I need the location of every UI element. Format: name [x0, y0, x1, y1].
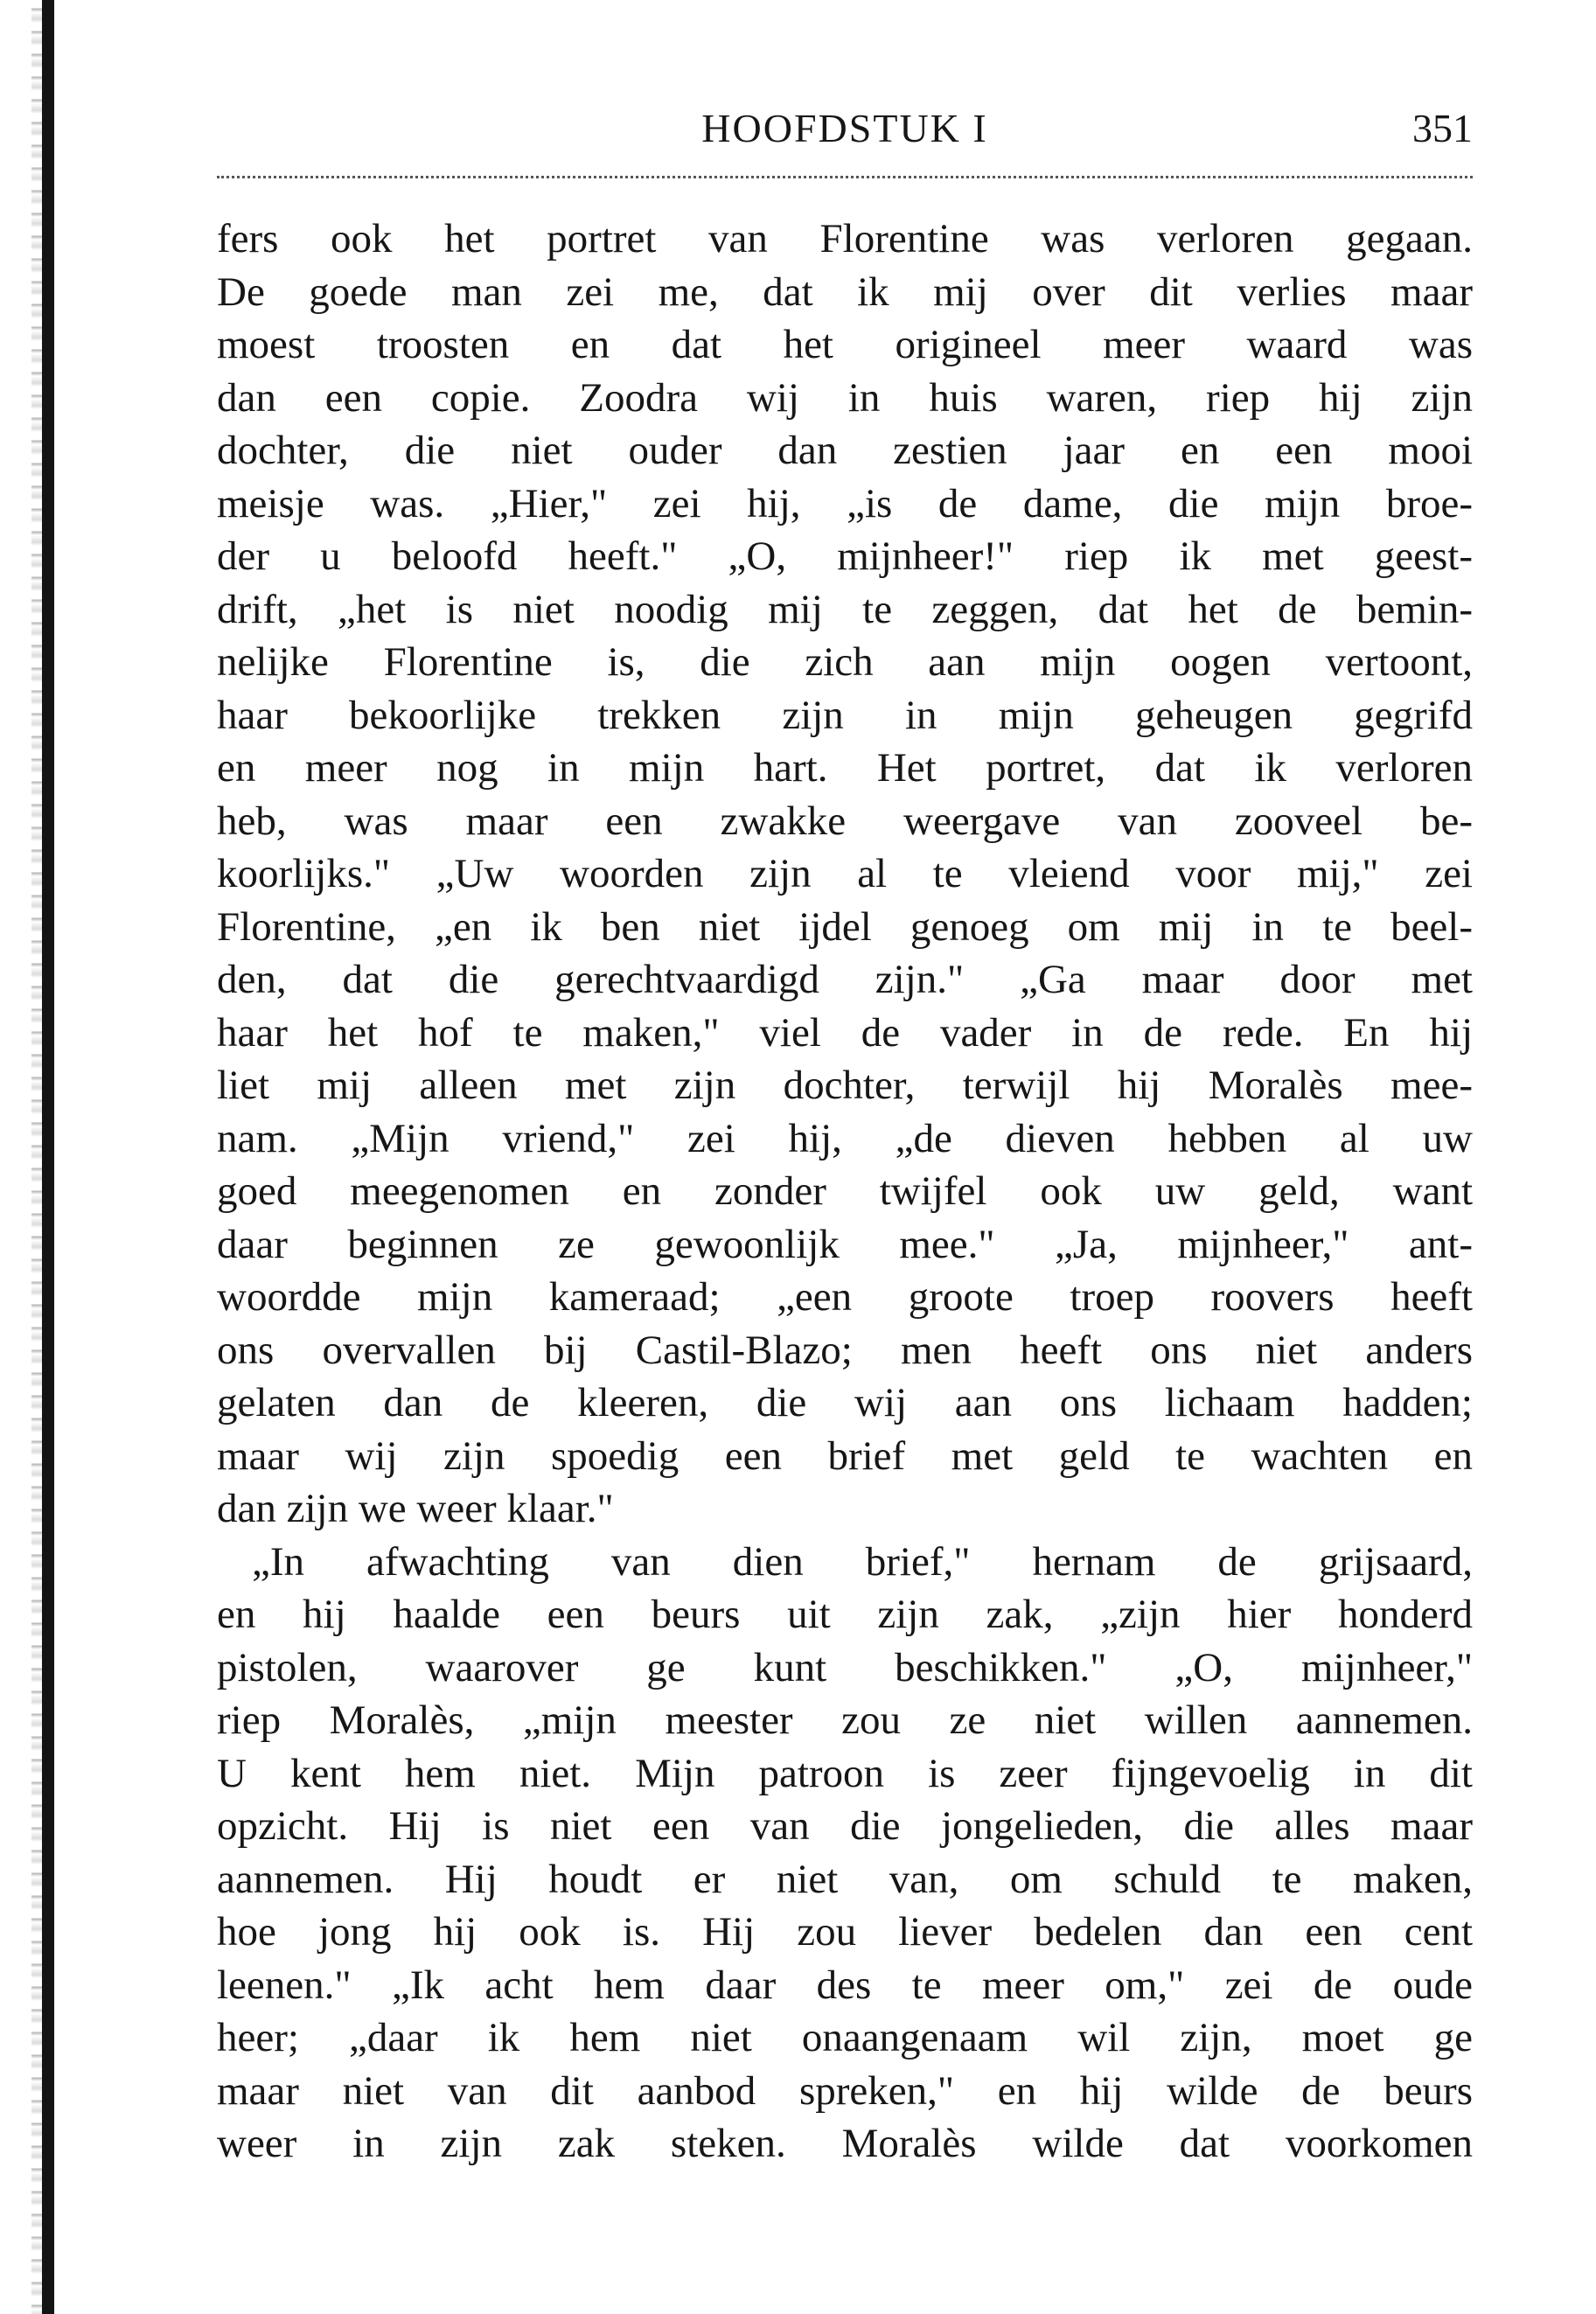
text-line: nam. „Mijn vriend," zei hij, „de dieven hebben al uw: [217, 1115, 1473, 1161]
text-line: en hij haalde een beurs uit zijn zak, „zijn hier honderd: [217, 1592, 1473, 1637]
text-line: koorlijks." „Uw woorden zijn al te vleiend voor mij," zei: [217, 851, 1473, 896]
text-line: pistolen, waarover ge kunt beschikken." „O, mijnheer,": [217, 1644, 1473, 1690]
text-line: maar niet van dit aanbod spreken," en hij wilde de beurs: [217, 2067, 1473, 2114]
body-text: [217, 213, 1473, 2171]
text-line: dochter, die niet ouder dan zestien jaar en een mooi: [217, 428, 1473, 473]
paragraph-end-line: dan zijn we weer klaar.": [217, 1486, 614, 1531]
text-line: gelaten dan de kleeren, die wij aan ons lichaam hadden;: [217, 1380, 1473, 1425]
running-header: [217, 98, 1473, 159]
text-line: dan een copie. Zoodra wij in huis waren, riep hij zijn: [217, 374, 1473, 421]
text-line: daar beginnen ze gewoonlijk mee." „Ja, mijnheer," ant-: [217, 1221, 1473, 1267]
text-line: der u beloofd heeft." „O, mijnheer!" riep ik met geest-: [217, 533, 1473, 579]
page-number: 351: [1412, 106, 1473, 150]
scan-binding-shadow: [42, 0, 54, 2314]
text-line: weer in zijn zak steken. Moralès wilde dat voorkomen: [217, 2121, 1473, 2166]
text-line: riep Moralès, „mijn meester zou ze niet willen aannemen.: [217, 1697, 1473, 1743]
text-line: heer; „daar ik hem niet onaangenaam wil zijn, moet ge: [217, 2015, 1473, 2060]
text-line: meisje was. „Hier," zei hij, „is de dame, die mijn broe-: [217, 480, 1473, 526]
text-line: opzicht. Hij is niet een van die jongelieden, die alles maar: [217, 1803, 1473, 1849]
text-line: De goede man zei me, dat ik mij over dit verlies maar: [217, 268, 1473, 315]
text-line: aannemen. Hij houdt er niet van, om schuld te maken,: [217, 1856, 1473, 1902]
text-line: moest troosten en dat het origineel meer waard was: [217, 322, 1473, 367]
scan-edge-fringe: [31, 0, 42, 2314]
paragraph-start-line: „In afwachting van dien brief," hernam de grijsaard,: [252, 1538, 1473, 1585]
text-line: heb, was maar een zwakke weergave van zooveel be-: [217, 798, 1473, 844]
text-line: den, dat die gerechtvaardigd zijn." „Ga maar door met: [217, 957, 1473, 1002]
text-line: woordde mijn kameraad; „een groote troep roovers heeft: [217, 1274, 1473, 1320]
text-line: nelijke Florentine is, die zich aan mijn oogen vertoont,: [217, 639, 1473, 685]
text-line: haar bekoorlijke trekken zijn in mijn geheugen gegrifd: [217, 692, 1473, 738]
text-line: haar het hof te maken," viel de vader in de rede. En hij: [217, 1009, 1473, 1056]
text-line: en meer nog in mijn hart. Het portret, dat ik verloren: [217, 745, 1473, 791]
text-line: fers ook het portret van Florentine was verloren gegaan.: [217, 216, 1473, 261]
text-line: drift, „het is niet noodig mij te zeggen, dat het de bemin-: [217, 586, 1473, 632]
text-line: liet mij alleen met zijn dochter, terwijl hij Moralès mee-: [217, 1063, 1473, 1108]
text-line: maar wij zijn spoedig een brief met geld te wachten en: [217, 1432, 1473, 1479]
text-line: Florentine, „en ik ben niet ijdel genoeg om mij in te beel-: [217, 903, 1473, 950]
text-line: goed meegenomen en zonder twijfel ook uw geld, want: [217, 1168, 1473, 1214]
text-line: ons overvallen bij Castil-Blazo; men heeft ons niet anders: [217, 1327, 1473, 1373]
text-line: U kent hem niet. Mijn patroon is zeer fijngevoelig in dit: [217, 1750, 1473, 1796]
chapter-heading: HOOFDSTUK I: [701, 106, 988, 150]
text-line: leenen." „Ik acht hem daar des te meer om," zei de oude: [217, 1962, 1473, 2008]
text-line: hoe jong hij ook is. Hij zou liever bedelen dan een cent: [217, 1909, 1473, 1955]
header-dotted-rule: [217, 176, 1473, 178]
